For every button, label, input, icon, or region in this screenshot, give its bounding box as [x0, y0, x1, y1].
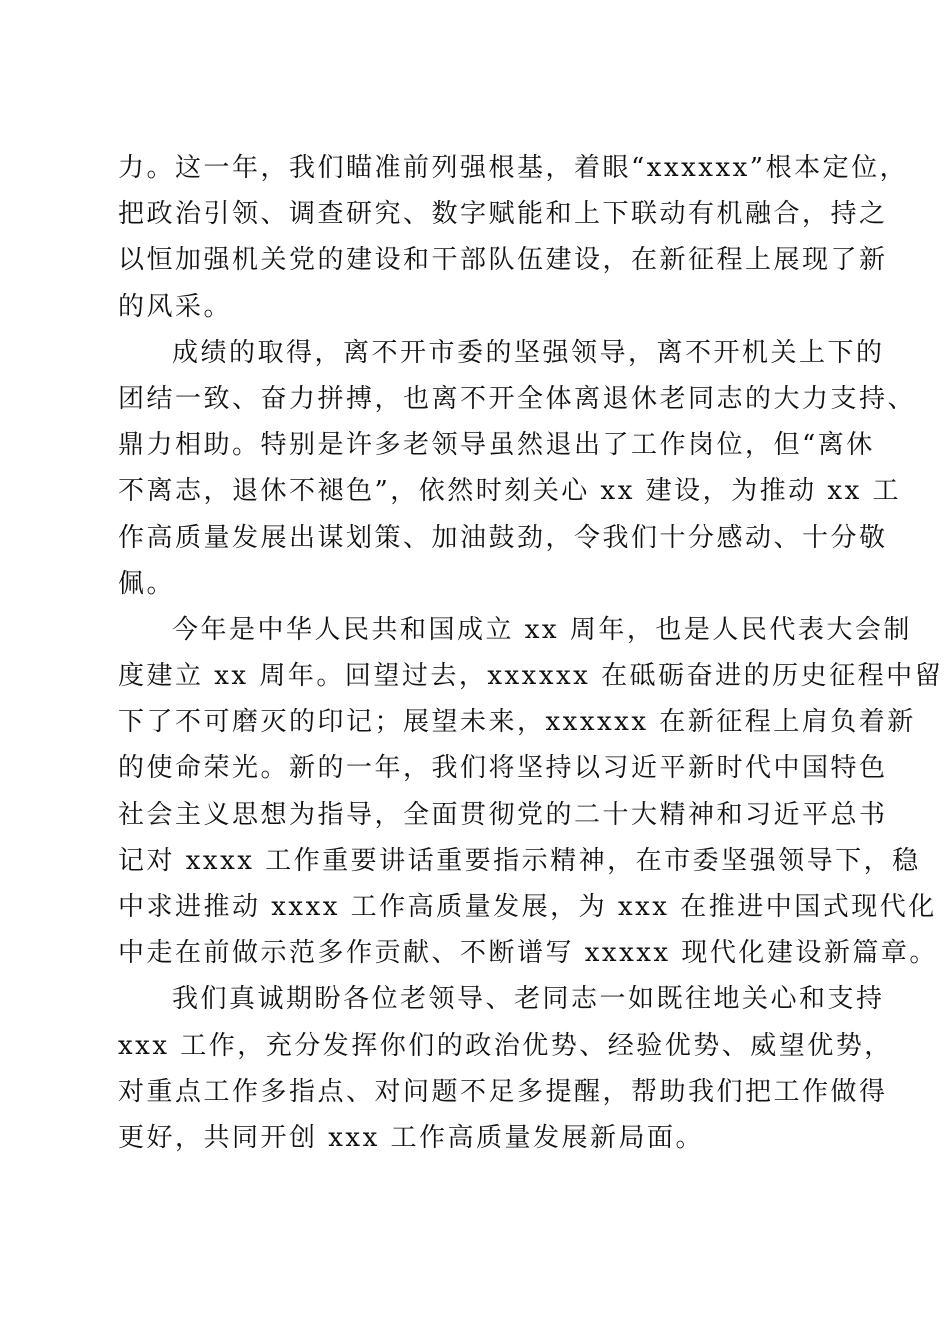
text-line: 团结一致、奋力拼搏，也离不开全体离退休老同志的大力支持、	[118, 383, 917, 414]
text-line: 的风采。	[118, 291, 233, 322]
text-line: 下了不可磨灭的印记；展望未来，xxxxxx 在新征程上肩负着新	[118, 707, 916, 738]
text-line: 力。这一年，我们瞄准前列强根基，着眼“xxxxxx”根本定位，	[118, 153, 909, 183]
text-line: 佩。	[118, 568, 176, 599]
text-line: 记对 xxxx 工作重要讲话重要指示精神，在市委坚强领导下，稳	[118, 845, 921, 876]
paragraph-3	[118, 607, 944, 977]
document-body	[118, 145, 944, 1161]
text-line: 的使命荣光。新的一年，我们将坚持以习近平新时代中国特色	[118, 753, 888, 784]
text-line: 把政治引领、调查研究、数字赋能和上下联动有机融合，持之	[118, 199, 888, 230]
text-line: 鼎力相助。特别是许多老领导虽然退出了工作岗位，但“离休	[118, 430, 875, 461]
paragraph-4	[118, 976, 893, 1161]
text-line: 社会主义思想为指导，全面贯彻党的二十大精神和习近平总书	[118, 799, 888, 830]
text-line: 作高质量发展出谋划策、加油鼓劲，令我们十分感动、十分敬	[118, 522, 888, 553]
text-line: 今年是中华人民共和国成立 xx 周年，也是人民代表大会制	[172, 614, 912, 645]
text-line: 度建立 xx 周年。回望过去，xxxxxx 在砥砺奋进的历史征程中留	[118, 661, 944, 692]
text-line: 不离志，退休不褪色”，依然时刻关心 xx 建设，为推动 xx 工	[118, 476, 902, 507]
text-line: 中走在前做示范多作贡献、不断谱写 xxxxx 现代化建设新篇章。	[118, 938, 938, 969]
text-line: 成绩的取得，离不开市委的坚强领导，离不开机关上下的	[172, 337, 885, 368]
paragraph-2	[118, 330, 917, 607]
text-line: 更好，共同开创 xxx 工作高质量发展新局面。	[118, 1122, 705, 1153]
text-line: 以恒加强机关党的建设和干部队伍建设，在新征程上展现了新	[118, 245, 888, 276]
paragraph-1	[118, 145, 909, 330]
text-line: 中求进推动 xxxx 工作高质量发展，为 xxx 在推进中国式现代化	[118, 892, 937, 922]
text-line: 我们真诚期盼各位老领导、老同志一如既往地关心和支持	[172, 984, 885, 1015]
text-line: xxx 工作，充分发挥你们的政治优势、经验优势、威望优势，	[118, 1030, 893, 1061]
text-line: 对重点工作多指点、对问题不足多提醒，帮助我们把工作做得	[118, 1076, 888, 1107]
